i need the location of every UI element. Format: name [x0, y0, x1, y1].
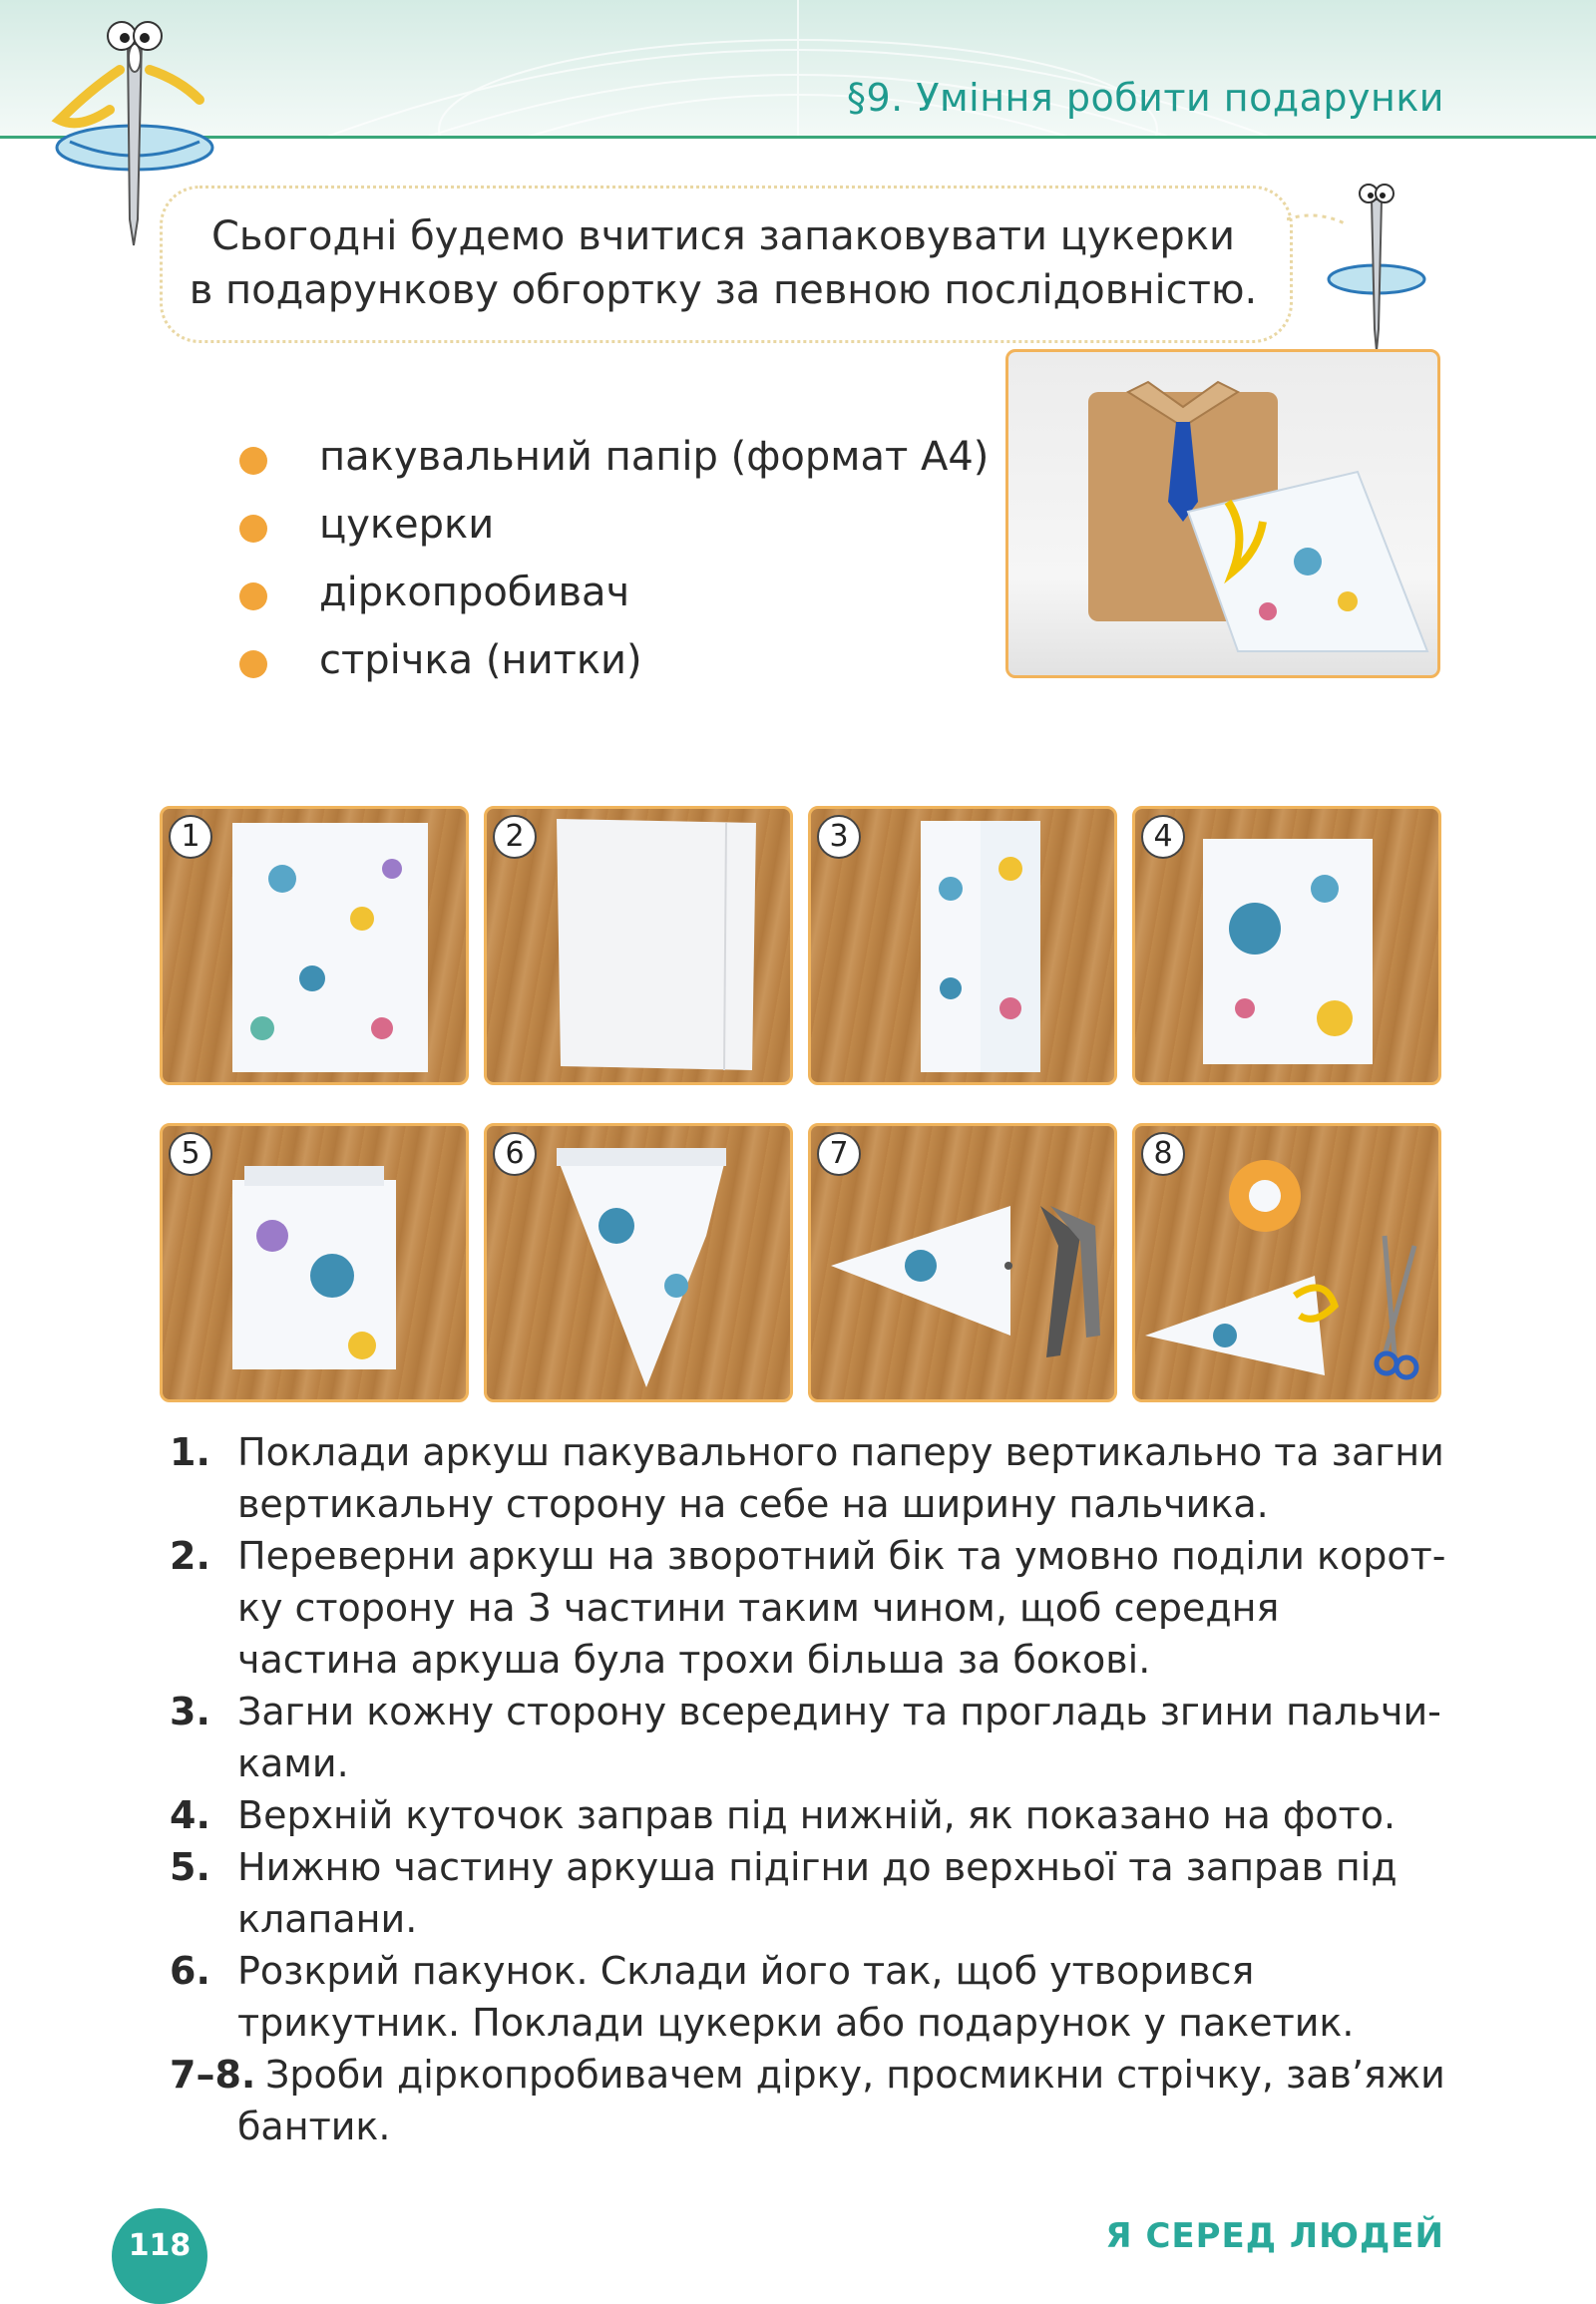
- material-label: діркопробивач: [319, 570, 630, 615]
- instruction-text: Верхній куточок заправ під нижній, як показано на фото.: [237, 1793, 1396, 1837]
- intro-text: [170, 209, 1277, 317]
- step-photo: [484, 1123, 793, 1402]
- step-photo: [808, 1123, 1117, 1402]
- step-photo: [160, 1123, 469, 1402]
- instruction-text: Загни кожну сторону всередину та проглaдь згини пальчиками.: [237, 1690, 1441, 1785]
- footer-section-label: Я СЕРЕД ЛЮДЕЙ: [1105, 2216, 1444, 2256]
- instruction-text: Зроби діркопробивачем дірку, просмикни стрічку, зав’яжи бантик.: [237, 2053, 1445, 2148]
- step-number: 5: [169, 1132, 212, 1176]
- section-title: §9. Уміння робити подарунки: [846, 76, 1444, 120]
- instruction-item: [170, 2049, 1446, 2152]
- page-number: 118: [112, 2208, 207, 2304]
- intro-line-1: Сьогодні будемо вчитися запаковувати цукерки: [211, 213, 1235, 259]
- step-number: 7: [817, 1132, 861, 1176]
- instruction-item: [170, 1426, 1446, 1530]
- step-number: 1: [169, 815, 212, 859]
- instruction-text: Нижню частину аркуша підігни до верхньої та заправ під клапани.: [237, 1845, 1397, 1941]
- step-photo: [484, 806, 793, 1085]
- step-photo: [1132, 1123, 1441, 1402]
- bullet-icon: [239, 447, 267, 475]
- instruction-item: [170, 1945, 1446, 2049]
- step-number: 3: [817, 815, 861, 859]
- instructions-list: [170, 1426, 1446, 2152]
- instruction-number: 3.: [170, 1690, 210, 1733]
- gift-illustration: [1008, 352, 1437, 675]
- step-number: 6: [493, 1132, 537, 1176]
- instruction-text: Розкрий пакунок. Склади його так, щоб утворився трикутник. Поклади цукерки або подарунок у пакетик.: [237, 1949, 1355, 2045]
- instruction-number: 1.: [170, 1430, 210, 1474]
- step-photo: [160, 806, 469, 1085]
- material-item: [239, 431, 989, 499]
- step-photo: [1132, 806, 1441, 1085]
- instruction-text: Поклади аркуш пакувального паперу вертикально та загни вертикальну сторону на себе на ширину пальчика.: [237, 1430, 1444, 1526]
- instruction-number: 2.: [170, 1534, 210, 1578]
- step-number: 8: [1141, 1132, 1185, 1176]
- small-needle-mascot-icon: [1287, 180, 1436, 359]
- instruction-number: 7–8.: [170, 2053, 256, 2097]
- material-item: [239, 499, 989, 567]
- material-label: стрічка (нитки): [319, 637, 642, 683]
- step-number: 2: [493, 815, 537, 859]
- material-label: пакувальний папір (формат А4): [319, 434, 990, 480]
- header-rule: [0, 136, 1596, 139]
- bullet-icon: [239, 650, 267, 678]
- instruction-number: 6.: [170, 1949, 210, 1993]
- instruction-item: [170, 1686, 1446, 1789]
- materials-list: [239, 431, 989, 702]
- finished-gift-photo: [1005, 349, 1440, 678]
- step-photo: [808, 806, 1117, 1085]
- bullet-icon: [239, 582, 267, 610]
- material-item: [239, 634, 989, 702]
- instruction-number: 5.: [170, 1845, 210, 1889]
- instruction-text: Переверни аркуш на зворотний бік та умовно поділи коротку сторону на 3 частини таким чином, щоб середня частина аркуша була трохи більша за бокові.: [237, 1534, 1446, 1682]
- instruction-item: [170, 1841, 1446, 1945]
- step-number: 4: [1141, 815, 1185, 859]
- material-label: цукерки: [319, 502, 495, 548]
- instruction-item: [170, 1530, 1446, 1686]
- material-item: [239, 567, 989, 634]
- instruction-number: 4.: [170, 1793, 210, 1837]
- instruction-item: [170, 1789, 1446, 1841]
- bullet-icon: [239, 515, 267, 543]
- intro-line-2: в подарункову обгортку за певною послідовністю.: [189, 267, 1258, 313]
